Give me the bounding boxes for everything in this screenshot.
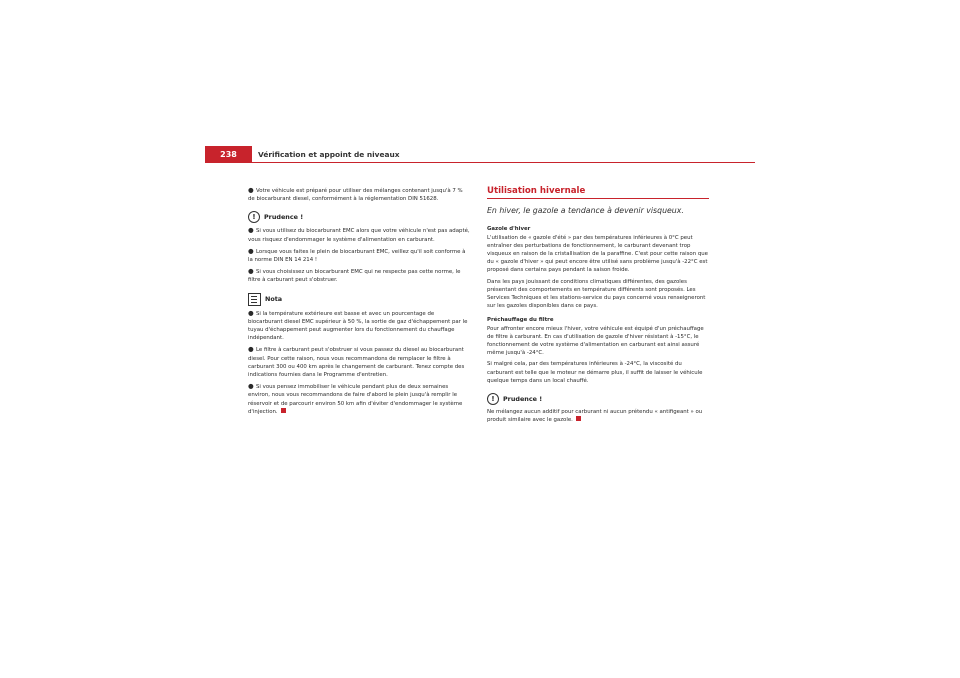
bullet-icon: ● — [248, 308, 254, 317]
bullet-icon: ● — [248, 226, 254, 235]
warning-icon: ! — [487, 393, 499, 405]
note-title: Nota — [265, 295, 283, 304]
page-number: 238 — [205, 146, 252, 163]
section-subtitle: En hiver, le gazole a tendance à devenir visqueux. — [487, 206, 684, 216]
intro-bullet: ● Votre véhicule est préparé pour utiliser des mélanges contenant jusqu'à 7 % de biocarburant diesel, conformément à la réglementation DIN 51628. — [248, 186, 463, 203]
section-title: Utilisation hivernale — [487, 187, 709, 199]
warning-icon: ! — [248, 211, 260, 223]
bullet-icon: ● — [248, 382, 254, 391]
bullet-icon: ● — [248, 267, 254, 276]
warning-title: Prudence ! — [503, 394, 543, 403]
chapter-title: Vérification et appoint de niveaux — [258, 150, 400, 159]
paragraph: L'utilisation de « gazole d'été » par des températures inférieures à 0°C peut entraîner des perturbations de fonctionnement, le carburant devenant trop visqueux en raison de la cristallisation de la paraffine. C'est pour cette raison que du « gazole d'hiver » qui peut encore être utilisé sans problème jusqu'à -22°C est proposé dans certains pays pendant la saison froide. — [487, 234, 708, 274]
subsection-title: Gazole d'hiver — [487, 226, 531, 233]
left-column — [248, 186, 470, 419]
warning-header — [487, 393, 709, 405]
end-of-section-icon — [281, 408, 286, 413]
bullet-icon: ● — [248, 246, 254, 255]
warning-header — [248, 211, 470, 223]
bullet-icon: ● — [248, 345, 254, 354]
paragraph: Pour affronter encore mieux l'hiver, votre véhicule est équipé d'un préchauffage de filtre à carburant. En cas d'utilisation de gazole d'hiver résistant à -15°C, le fonctionnement de votre système d'alimentation en carburant est ainsi assuré même jusqu'à -24°C. — [487, 325, 704, 357]
note-bullet: ● Si la température extérieure est basse et avec un pourcentage de biocarburant diesel EMC supérieur à 50 %, la sortie de gaz d'échappement par le tuyau d'échappement peut augmenter lors du fonctionnement du chauffage indépendant. — [248, 308, 468, 342]
right-column — [487, 186, 709, 427]
end-of-section-icon — [576, 416, 581, 421]
paragraph: Dans les pays jouissant de conditions climatiques différentes, des gazoles présentant des comportements en température différents sont proposés. Les Services Techniques et les stations-service du pays concerné vous renseigneront sur les gazoles disponibles dans ce pays. — [487, 278, 706, 310]
bullet-icon: ● — [248, 186, 254, 194]
warning-text: Ne mélangez aucun additif pour carburant ni aucun prétendu « antifigeant » ou produit similaire avec le gazole. — [487, 409, 703, 424]
note-icon — [248, 293, 261, 306]
warning-bullet: ● Lorsque vous faites le plein de biocarburant EMC, veillez qu'il soit conforme à la norme DIN EN 14 214 ! — [248, 246, 466, 264]
warning-bullet: ● Si vous choisissez un biocarburant EMC qui ne respecte pas cette norme, le filtre à carburant peut s'obstruer. — [248, 267, 461, 284]
note-bullet: ● Si vous pensez immobiliser le véhicule pendant plus de deux semaines environ, nous vous recommandons de faire d'abord le plein jusqu'à remplir le réservoir et de parcourir environ 50 km afin d'éviter d'endommager le système d'injection. — [248, 382, 463, 415]
warning-title: Prudence ! — [264, 213, 304, 222]
note-bullet: ● Le filtre à carburant peut s'obstruer si vous passez du diesel au biocarburant diesel. Pour cette raison, nous vous recommandons de remplacer le filtre à carburant 300 ou 400 km après le changement de carburant. Tenez compte des indications fournies dans le Programme d'entretien. — [248, 345, 465, 379]
warning-bullet: ● Si vous utilisez du biocarburant EMC alors que votre véhicule n'est pas adapté, vous risquez d'endommager le système d'alimentation en carburant. — [248, 226, 470, 243]
paragraph: Si malgré cela, par des températures inférieures à -24°C, la viscosité du carburant est telle que le moteur ne démarre plus, il suffit de laisser le véhicule quelque temps dans un local chauffé. — [487, 361, 703, 384]
subsection-title: Préchauffage du filtre — [487, 317, 554, 324]
header-rule — [205, 162, 755, 163]
note-header — [248, 293, 470, 306]
